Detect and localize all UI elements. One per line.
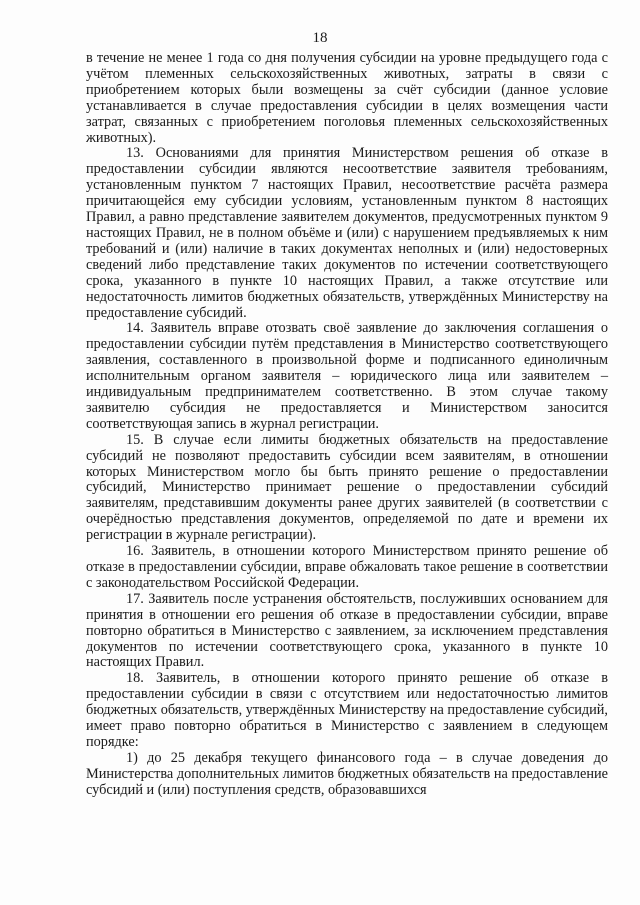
paragraph-14: 14. Заявитель вправе отозвать своё заявление до заключения соглашения о предоставлении субсидии путём представления в Министерство соответствующего заявления, составленного в произвольной форме и подписанного единоличным исполнительным органом заявителя – юридического лица или заявителем – индивидуальным предпринимателем соответственно. В этом случае такому заявителю субсидия не предоставляется и Министерством заносится соответствующая запись в журнал регистрации. <box>86 320 608 432</box>
page-number: 18 <box>312 30 328 46</box>
paragraph-continuation: в течение не менее 1 года со дня получения субсидии на уровне предыдущего года с учётом племенных сельскохозяйственных животных, затраты в связи с приобретением которых были возмещены за счёт субсидии (данное условие устанавливается в случае предоставления субсидии в целях возмещения части затрат, связанных с приобретением поголовья племенных сельскохозяйственных животных). <box>86 50 608 146</box>
paragraph-16: 16. Заявитель, в отношении которого Министерством принято решение об отказе в предоставлении субсидии, вправе обжаловать такое решение в соответствии с законодательством Российской Федерации. <box>86 543 608 591</box>
paragraph-17: 17. Заявитель после устранения обстоятельств, послуживших основанием для принятия в отношении его решения об отказе в предоставлении субсидии, вправе повторно обратиться в Министерство с заявлением, за исключением представления документов по истечении соответствующего срока, указанного в пункте 10 настоящих Правил. <box>86 590 608 671</box>
document-body <box>86 51 608 799</box>
paragraph-18: 18. Заявитель, в отношении которого принято решение об отказе в предоставлении субсидии в связи с отсутствием или недостаточностью лимитов бюджетных обязательств, утверждённых Министерству на предоставление субсидий, имеет право повторно обратиться в Министерство с заявлением в следующем порядке: <box>86 670 609 750</box>
paragraph-18-item-1: 1) до 25 декабря текущего финансового года – в случае доведения до Министерства дополнительных лимитов бюджетных обязательств на предоставление субсидий и (или) поступления средств, образовавшихся <box>86 749 608 798</box>
paragraph-13: 13. Основаниями для принятия Министерством решения об отказе в предоставлении субсидии являются несоответствие заявителя требованиям, установленным пунктом 7 настоящих Правил, несоответствие расчёта размера причитающейся ему субсидии условиям, установленным пунктом 8 настоящих Правил, а равно представление заявителем документов, предусмотренных пунктом 9 настоящих Правил, не в полном объёме и (или) с нарушением предъявляемых к ним требований и (или) наличие в таких документах неполных и (или) недостоверных сведений либо представление таких документов по истечении соответствующего срока, указанного в пункте 10 настоящих Правил, а также отсутствие или недостаточность лимитов бюджетных обязательств, утверждённых Министерству на предоставление субсидий. <box>86 145 608 321</box>
paragraph-15: 15. В случае если лимиты бюджетных обязательств на предоставление субсидий не позволяют предоставить субсидии всем заявителям, в отношении которых Министерством могло бы быть принято решение о предоставлении субсидий, Министерство принимает решение о предоставлении субсидий заявителям, представившим документы ранее других заявителей (в соответствии с очерёдностью представления документов, определяемой по дате и времени их регистрации в журнале регистрации). <box>86 431 608 544</box>
